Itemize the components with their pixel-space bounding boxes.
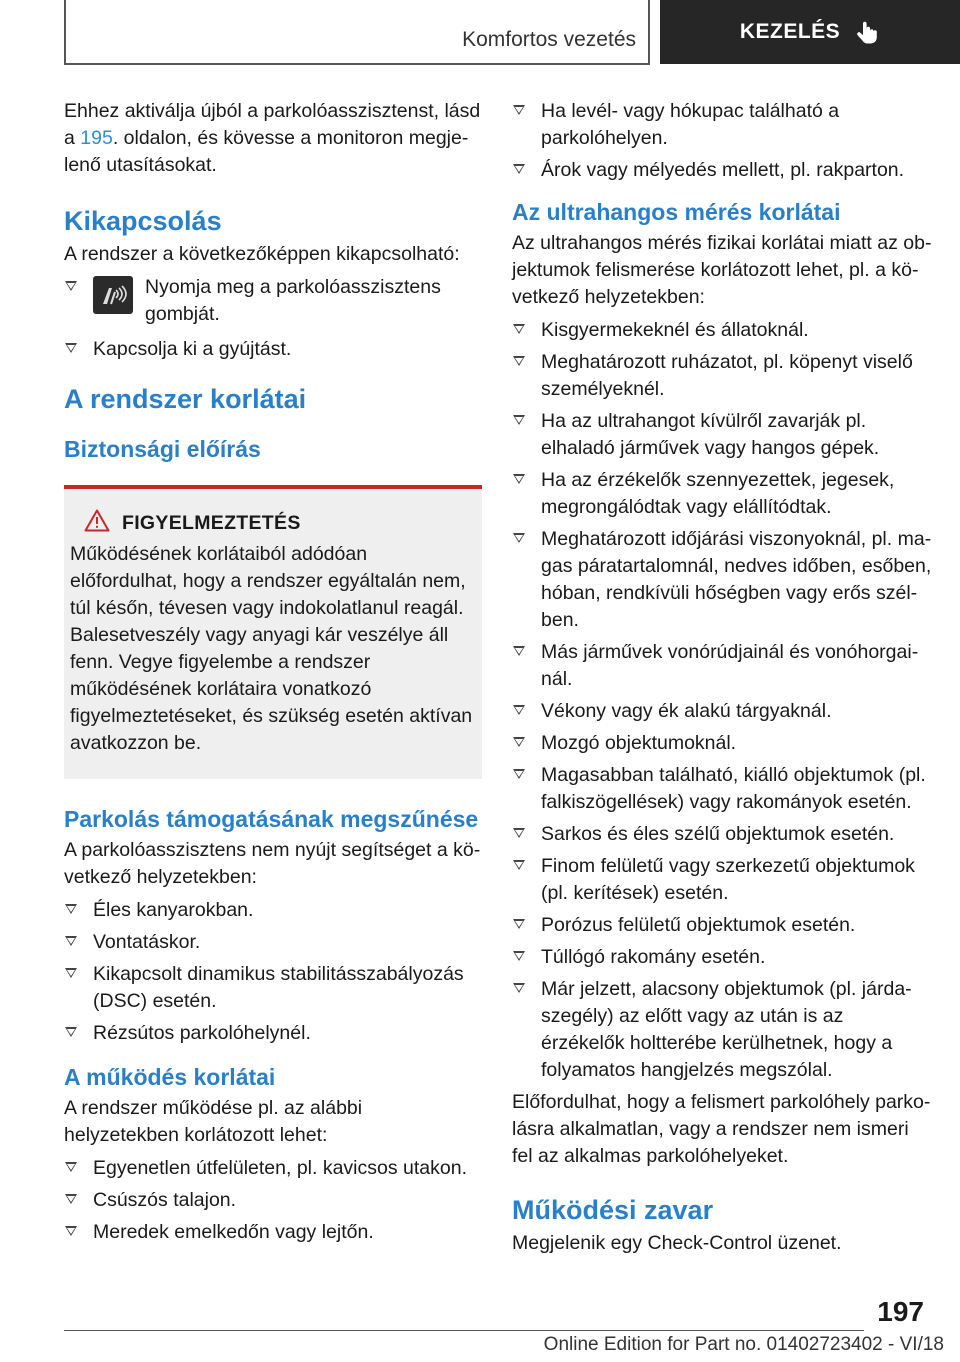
intro-paragraph — [64, 98, 482, 179]
bullet-triangle-icon — [513, 983, 525, 993]
bullet-triangle-icon — [65, 1162, 77, 1172]
bullet-triangle-icon — [513, 828, 525, 838]
bullet-triangle-icon — [513, 951, 525, 961]
heading-megszunes: Parkolás támogatásának megszűnése — [64, 806, 479, 832]
list-item-text: Csúszós talajon. — [93, 1189, 237, 1211]
heading-kikapcsolas: Kikapcsolás — [64, 206, 222, 236]
footer-rule — [64, 1330, 864, 1331]
list-item-text: Meghatározott ruházatot, pl. köpenyt viselő személyeknél. — [541, 351, 913, 400]
list-item-text: Túllógó rakomány esetén. — [541, 946, 766, 968]
page-number: 197 — [877, 1296, 924, 1327]
warning-triangle-icon — [84, 509, 110, 537]
list-item — [512, 698, 932, 725]
bullet-triangle-icon — [513, 705, 525, 715]
list-item-text: Porózus felületű objektumok esetén. — [541, 914, 856, 936]
list-item — [512, 821, 932, 848]
heading-ultrahang: Az ultrahangos mérés korlátai — [512, 199, 841, 225]
section-title: Komfortos vezetés — [462, 28, 636, 51]
bullet-triangle-icon — [65, 281, 77, 291]
list-item — [512, 349, 932, 403]
megszunes-text: A parkolóasszisztens nem nyújt segítséget a következő helyzetekben: — [64, 839, 481, 888]
bullet-triangle-icon — [513, 356, 525, 366]
warning-title: FIGYELMEZTETÉS — [122, 511, 301, 534]
right-column — [512, 98, 932, 1257]
list-item — [512, 317, 932, 344]
list-item — [64, 897, 482, 924]
list-item-text: Meredek emelkedőn vagy lejtőn. — [93, 1221, 374, 1243]
bullet-triangle-icon — [513, 474, 525, 484]
header-underline — [64, 63, 650, 65]
list-item-text: Árok vagy mélyedés mellett, pl. rakparton. — [541, 159, 905, 181]
list-item — [512, 639, 932, 693]
bullet-triangle-icon — [513, 105, 525, 115]
kikapcsolas-list — [64, 274, 482, 363]
bullet-triangle-icon — [513, 769, 525, 779]
chapter-tab[interactable] — [660, 0, 960, 64]
bullet-triangle-icon — [513, 415, 525, 425]
park-assist-button-icon — [93, 276, 133, 314]
mukodes-text: A rendszer működése pl. az alábbi helyzetekben korlátozott lehet: — [64, 1097, 363, 1146]
bullet-triangle-icon — [513, 646, 525, 656]
list-item-text: Vontatáskor. — [93, 931, 201, 953]
ultrahang-list — [512, 317, 932, 1084]
hand-pointer-icon — [854, 19, 880, 45]
page-link-195[interactable]: 195 — [80, 127, 113, 149]
heading-rendszer-korlatai: A rendszer korlátai — [64, 384, 307, 414]
list-item-text: Mozgó objektumoknál. — [541, 732, 737, 754]
list-item — [64, 929, 482, 956]
list-item-text: Nyomja meg a parkolóasszisztens gombját. — [145, 276, 441, 325]
bullet-triangle-icon — [513, 324, 525, 334]
list-item-text: Rézsútos parkolóhelynél. — [93, 1022, 311, 1044]
list-item — [512, 912, 932, 939]
chapter-label: KEZELÉS — [739, 20, 841, 43]
list-item — [64, 1219, 482, 1246]
list-item — [512, 730, 932, 757]
list-item — [64, 1187, 482, 1214]
bullet-triangle-icon — [65, 1226, 77, 1236]
warning-text: Működésének korlátaiból adódóan előfordulhat, hogy a rendszer egyáltalán nem, túl későn, tévesen vagy indokolatlanul reagál. Balesetveszély vagy anyagi kár veszélye áll fenn. Vegye figyelembe a rendszer működésének korlátaira vonatkozó figyelmeztetéseket, és szükség esetén aktívan avatkozzon be. — [70, 543, 473, 754]
bullet-triangle-icon — [65, 968, 77, 978]
bullet-triangle-icon — [513, 860, 525, 870]
heading-mukodes-korlatai: A működés korlátai — [64, 1064, 276, 1090]
bullet-triangle-icon — [65, 343, 77, 353]
list-item-text: Éles kanyarokban. — [93, 899, 254, 921]
left-column — [64, 98, 482, 1251]
ultrahang-text: Az ultrahangos mérés fizikai korlátai miatt az objektumok felismerése korlátozott lehet, pl. a következő helyzetekben: — [512, 232, 932, 308]
bullet-triangle-icon — [65, 936, 77, 946]
list-item-text: Ha az ultrahangot kívülről zavarják pl. elhaladó járművek vagy hangos gépek. — [541, 410, 880, 459]
bullet-triangle-icon — [513, 919, 525, 929]
intro-text-start: Ehhez aktiválja újból a parkolóasszisztenst, lásd a — [64, 100, 481, 149]
list-item — [64, 1020, 482, 1047]
list-item-text: Már jelzett, alacsony objektumok (pl. járdaszegély) az előtt vagy az után is az érzékelők holtterébe kerülhetnek, hogy a folyamatos hangjelzés megszólal. — [541, 978, 912, 1081]
list-item — [512, 408, 932, 462]
list-item — [64, 961, 482, 1015]
list-item-text: Ha levél- vagy hókupac található a parkolóhelyen. — [541, 100, 840, 149]
footer-edition: Online Edition for Part no. 01402723402 - VI/18 — [543, 1334, 944, 1355]
list-item-text: Finom felületű vagy szerkezetű objektumok (pl. kerítések) esetén. — [541, 855, 915, 904]
mukodes-list — [64, 1155, 482, 1246]
bullet-triangle-icon — [65, 904, 77, 914]
intro-text-end: . oldalon, és kövesse a monitoron megjelenő utasításokat. — [64, 127, 469, 176]
bullet-triangle-icon — [513, 533, 525, 543]
header-divider-right — [648, 0, 650, 64]
bullet-triangle-icon — [65, 1027, 77, 1037]
list-item — [512, 526, 932, 634]
list-item — [512, 467, 932, 521]
list-item-text: Kikapcsolt dinamikus stabilitásszabályozás (DSC) esetén. — [93, 963, 464, 1012]
ultrahang-after-text: Előfordulhat, hogy a felismert parkolóhely parkolásra alkalmatlan, vagy a rendszer nem ismeri fel az alkalmas parkolóhelyeket. — [512, 1091, 931, 1167]
list-item — [512, 976, 932, 1084]
list-item — [64, 1155, 482, 1182]
heading-mukodesi-zavar: Működési zavar — [512, 1195, 714, 1225]
list-item-text: Kapcsolja ki a gyújtást. — [93, 338, 292, 360]
list-item — [512, 762, 932, 816]
list-item — [512, 853, 932, 907]
kikapcsolas-text: A rendszer a következőképpen kikapcsolható: — [64, 243, 460, 265]
list-item-text: Más járművek vonórúdjainál és vonóhorgainál. — [541, 641, 919, 690]
megszunes-list — [64, 897, 482, 1047]
list-item-text: Kisgyermekeknél és állatoknál. — [541, 319, 809, 341]
list-item-text: Egyenetlen útfelületen, pl. kavicsos utakon. — [93, 1157, 467, 1179]
list-item-text: Meghatározott időjárási viszonyoknál, pl. magas páratartalomnál, nedves időben, esőben, hóban, rendkívüli hőségben vagy erős szélben. — [541, 528, 932, 631]
zavar-text: Megjelenik egy Check-Control üzenet. — [512, 1232, 842, 1254]
warning-box — [64, 485, 482, 779]
top-list — [512, 98, 932, 184]
bullet-triangle-icon — [513, 737, 525, 747]
list-item — [512, 98, 932, 152]
list-item-text: Vékony vagy ék alakú tárgyaknál. — [541, 700, 832, 722]
list-item — [64, 274, 482, 328]
list-item — [64, 336, 482, 363]
bullet-triangle-icon — [513, 164, 525, 174]
list-item — [512, 157, 932, 184]
list-item — [512, 944, 932, 971]
heading-biztonsagi: Biztonsági előírás — [64, 436, 261, 462]
list-item-text: Sarkos és éles szélű objektumok esetén. — [541, 823, 895, 845]
list-item-text: Ha az érzékelők szennyezettek, jegesek, megrongálódtak vagy elállítódtak. — [541, 469, 895, 518]
list-item-text: Magasabban található, kiálló objektumok (pl. falkiszögellések) vagy rakományok esetén. — [541, 764, 926, 813]
bullet-triangle-icon — [65, 1194, 77, 1204]
